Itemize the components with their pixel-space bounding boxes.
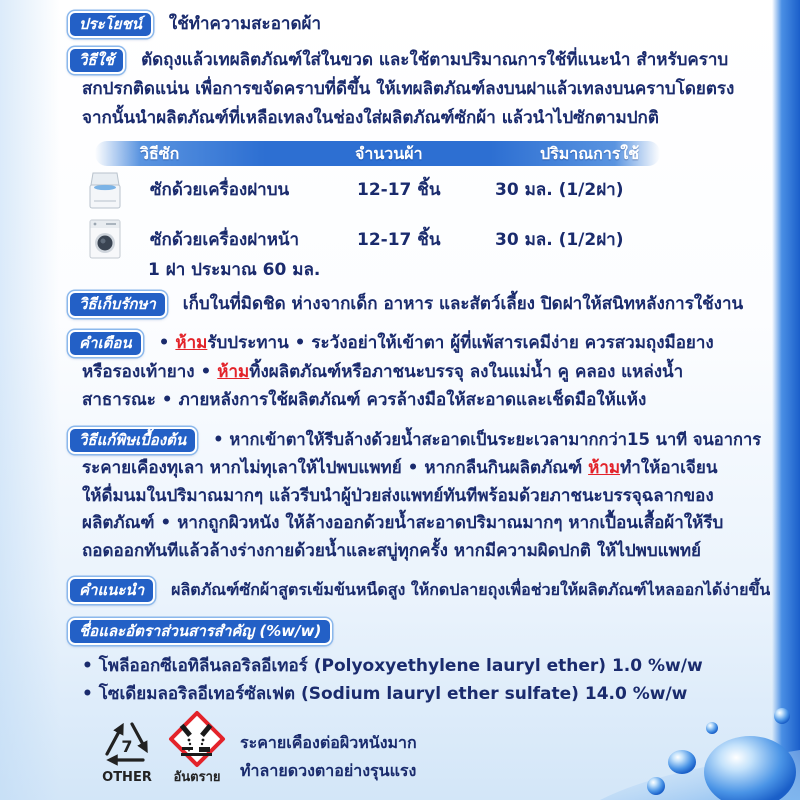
front-load-washer-icon	[86, 218, 124, 260]
usage-row	[68, 46, 770, 74]
prohibited-emphasis: ห้าม	[217, 362, 250, 382]
warning-row	[68, 329, 770, 357]
row-2-load: 12-17 ชิ้น	[357, 230, 441, 250]
warning-label: คำเตือน	[68, 330, 143, 357]
usage-line-2: สกปรกติดแน่น เพื่อการขจัดคราบที่ดีขึ้น ให้เทผลิตภัณฑ์ลงบนฝาแล้วเทลงบนคราบโดยตรง	[82, 79, 735, 99]
recycle-label: OTHER	[102, 770, 152, 785]
tip-label: คำแนะนำ	[68, 577, 155, 604]
first-aid-label: วิธีแก้พิษเบื้องต้น	[68, 427, 197, 454]
storage-row	[68, 290, 770, 318]
benefit-text: ใช้ทำความสะอาดผ้า	[168, 14, 321, 34]
first-aid-line-3: ให้ดื่มนมในปริมาณมากๆ แล้วรีบนำผู้ป่วยส่งแพทย์ทันทีพร้อมด้วยภาชนะบรรจุฉลากของ	[82, 486, 714, 506]
row-1-method: ซักด้วยเครื่องฝาบน	[150, 180, 290, 200]
first-aid-line-4: ผลิตภัณฑ์ • หากถูกผิวหนัง ให้ล้างออกด้วยน้ำสะอาดปริมาณมากๆ หากเปื้อนเสื้อผ้าให้รีบ	[82, 513, 724, 533]
warning-line-2-post: ทิ้งผลิตภัณฑ์หรือภาชนะบรรจุ ลงในแม่น้ำ คู คลอง แหล่งน้ำ	[249, 362, 684, 382]
row-1-load: 12-17 ชิ้น	[357, 180, 441, 200]
header-load: จำนวนผ้า	[355, 144, 423, 163]
usage-line-1: ตัดถุงแล้วเทผลิตภัณฑ์ใส่ในขวด และใช้ตามปริมาณการใช้ที่แนะนำ สำหรับคราบ	[141, 50, 729, 70]
storage-text: เก็บในที่มิดชิด ห่างจากเด็ก อาหาร และสัตว์เลี้ยง ปิดฝาให้สนิทหลังการใช้งาน	[182, 294, 744, 314]
header-wash-method: วิธีซัก	[140, 144, 180, 163]
first-aid-line-2-post: ทำให้อาเจียน	[620, 458, 718, 478]
hazard-statement-2: ทำลายดวงตาอย่างรุนแรง	[240, 761, 417, 780]
warning-line-2-pre: หรือรองเท้ายาง •	[82, 362, 218, 382]
benefit-label: ประโยชน์	[68, 11, 153, 38]
hazard-label: อันตราย	[173, 770, 221, 785]
recycle-code: 7	[121, 737, 133, 756]
recycle-icon	[98, 714, 156, 768]
ingredient-item-2: • โซเดียมลอริลอีเทอร์ซัลเฟต (Sodium lauryl ether sulfate) 14.0 %w/w	[82, 684, 688, 704]
first-aid-line-1: • หากเข้าตาให้รีบล้างด้วยน้ำสะอาดเป็นระยะเวลามากกว่า15 นาที จนอาการ	[213, 430, 762, 449]
hazard-statement-1: ระคายเคืองต่อผิวหนังมาก	[240, 733, 417, 752]
water-droplets-decoration	[560, 690, 800, 800]
first-aid-line-5: ถอดออกทันทีแล้วล้างร่างกายด้วยน้ำและสบู่ทุกครั้ง หากมีความผิดปกติ ให้ไปพบแพทย์	[82, 541, 701, 561]
warning-line-1-post: รับประทาน • ระวังอย่าให้เข้าตา ผู้ที่แพ้สารเคมีง่าย ควรสวมถุงมือยาง	[207, 333, 714, 353]
warning-line-3: สาธารณะ • ภายหลังการใช้ผลิตภัณฑ์ ควรล้างมือให้สะอาดและเช็ดมือให้แห้ง	[82, 390, 647, 410]
warning-line-2	[82, 358, 770, 386]
left-background-glow	[0, 0, 60, 800]
prohibited-emphasis: ห้าม	[588, 458, 621, 478]
top-load-washer-icon	[86, 170, 124, 210]
first-aid-line-2	[82, 454, 770, 482]
usage-line-3: จากนั้นนำผลิตภัณฑ์ที่เหลือเทลงในช่องใส่ผลิตภัณฑ์ซักผ้า แล้วนำไปซักตามปกติ	[82, 108, 659, 128]
header-amount: ปริมาณการใช้	[540, 144, 640, 163]
ingredients-label: ชื่อและอัตราส่วนสารสำคัญ (%w/w)	[68, 618, 332, 645]
warning-line-1-pre: •	[158, 333, 176, 353]
usage-label: วิธีใช้	[68, 47, 125, 74]
row-1-amount: 30 มล. (1/2ฝา)	[495, 180, 624, 200]
tip-row	[68, 576, 770, 604]
cap-volume-note: 1 ฝา ประมาณ 60 มล.	[148, 260, 321, 280]
dosage-table-header	[95, 141, 660, 166]
first-aid-line-2-pre: ระคายเคืองทุเลา หากไม่ทุเลาให้ไปพบแพทย์ • หากกลืนกินผลิตภัณฑ์	[82, 458, 589, 478]
right-blue-edge	[772, 0, 800, 800]
benefit-row	[68, 10, 770, 38]
warning-line-1	[159, 329, 770, 357]
first-aid-row	[68, 426, 770, 454]
ingredients-row	[68, 617, 770, 645]
row-2-method: ซักด้วยเครื่องฝาหน้า	[150, 230, 300, 250]
row-2-amount: 30 มล. (1/2ฝา)	[495, 230, 624, 250]
corrosive-hazard-icon	[168, 710, 226, 768]
ingredient-item-1: • โพลีออกซีเอทิลีนลอริลอีเทอร์ (Polyoxyethylene lauryl ether) 1.0 %w/w	[82, 656, 703, 676]
prohibited-emphasis: ห้าม	[175, 333, 208, 353]
tip-text: ผลิตภัณฑ์ซักผ้าสูตรเข้มข้นหนืดสูง ให้กดปลายถุงเพื่อช่วยให้ผลิตภัณฑ์ไหลออกได้ง่ายขึ้น	[171, 580, 770, 599]
storage-label: วิธีเก็บรักษา	[68, 291, 167, 318]
